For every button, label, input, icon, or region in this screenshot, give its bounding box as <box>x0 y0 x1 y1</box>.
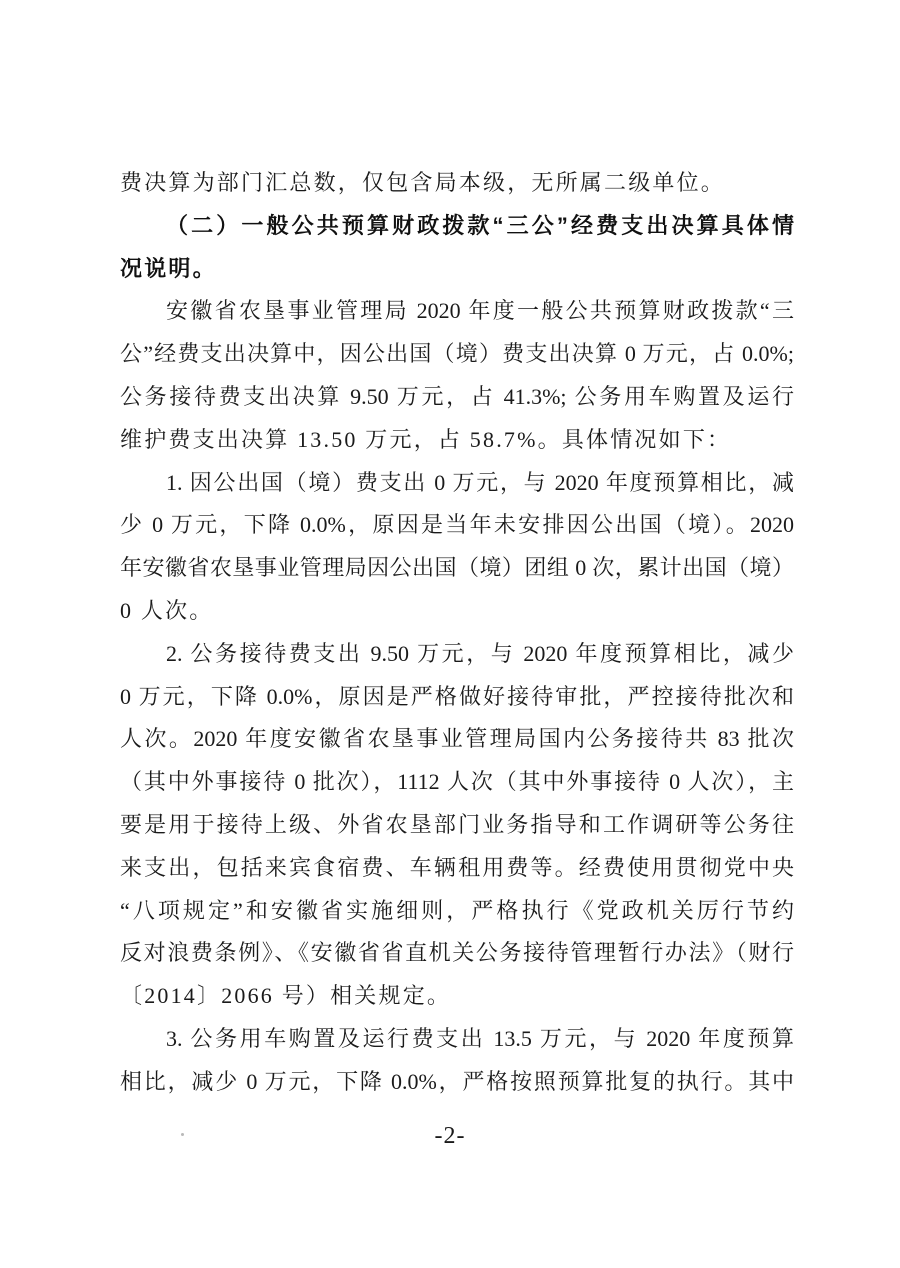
text-line: 公”经费支出决算中，因公出国（境）费支出决算 0 万元，占 0.0%; <box>120 341 794 367</box>
page-number: -2- <box>434 1123 466 1149</box>
text-line: 3. 公务用车购置及运行费支出 13.5 万元，与 2020 年度预算 <box>166 1025 794 1051</box>
section-heading-line: （二）一般公共预算财政拨款“三公”经费支出决算具体情 <box>166 212 794 238</box>
text-line: 1. 因公出国（境）费支出 0 万元，与 2020 年度预算相比，减 <box>166 469 794 495</box>
document-body <box>120 162 794 1104</box>
text-line: 人次。2020 年度安徽省农垦事业管理局国内公务接待共 83 批次 <box>120 726 794 752</box>
text-line: 要是用于接待上级、外省农垦部门业务指导和工作调研等公务往 <box>120 811 794 837</box>
section-heading-line: 况说明。 <box>120 255 217 281</box>
scan-artifact-dot <box>181 1133 184 1136</box>
text-line: 公务接待费支出决算 9.50 万元，占 41.3%; 公务用车购置及运行 <box>120 383 794 409</box>
text-line: 费决算为部门汇总数，仅包含局本级，无所属二级单位。 <box>120 170 726 195</box>
text-line: 0 万元，下降 0.0%，原因是严格做好接待审批，严控接待批次和 <box>120 683 794 709</box>
text-line: 少 0 万元，下降 0.0%，原因是当年未安排因公出国（境）。2020 <box>120 512 794 538</box>
text-line: 相比，减少 0 万元，下降 0.0%，严格按照预算批复的执行。其中 <box>120 1068 794 1094</box>
text-line: （其中外事接待 0 批次），1112 人次（其中外事接待 0 人次），主 <box>120 769 794 795</box>
text-line: “八项规定”和安徽省实施细则，严格执行《党政机关厉行节约 <box>120 897 794 923</box>
text-line: 反对浪费条例》、《安徽省省直机关公务接待管理暂行办法》（财行 <box>120 940 794 966</box>
text-line: 维护费支出决算 13.50 万元，占 58.7%。具体情况如下： <box>120 426 732 452</box>
text-line: 年安徽省农垦事业管理局因公出国（境）团组 0 次，累计出国（境） <box>120 555 794 581</box>
text-line: 0 人次。 <box>120 597 214 623</box>
text-line: 来支出，包括来宾食宿费、车辆租用费等。经费使用贯彻党中央 <box>120 854 794 880</box>
text-line: 安徽省农垦事业管理局 2020 年度一般公共预算财政拨款“三 <box>166 298 794 324</box>
text-line: 〔2014〕2066 号）相关规定。 <box>120 983 452 1009</box>
text-line: 2. 公务接待费支出 9.50 万元，与 2020 年度预算相比，减少 <box>166 640 794 666</box>
